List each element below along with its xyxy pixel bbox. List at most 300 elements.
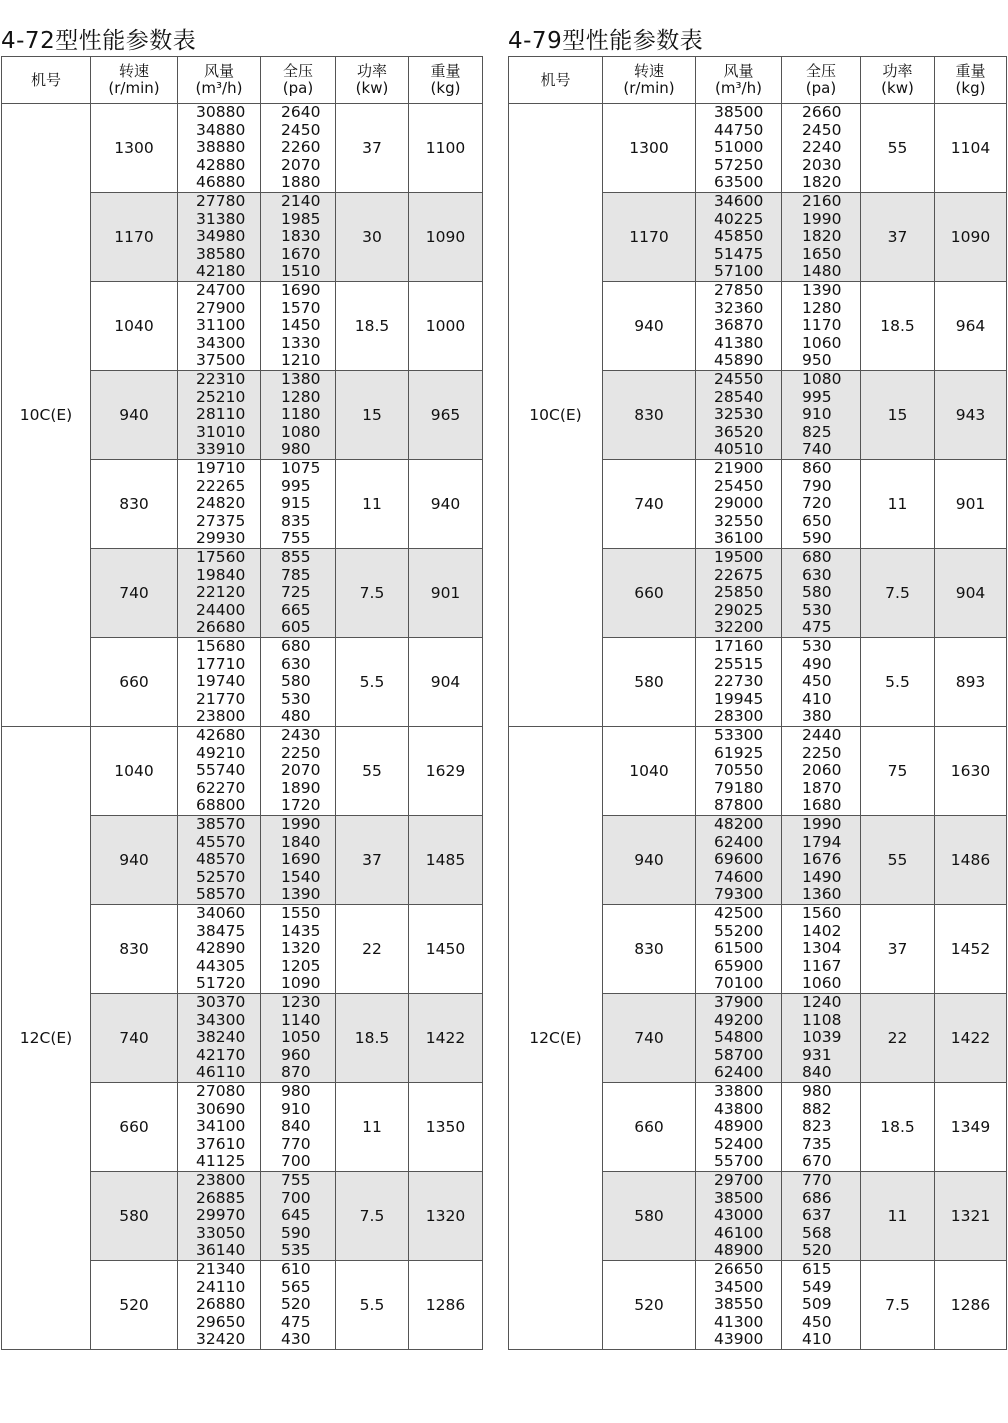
pressure-value: 1985: [281, 209, 321, 228]
airflow-value: 24400: [196, 600, 246, 619]
pressure-value: 860: [802, 459, 832, 478]
power-cell: 18.5: [861, 1083, 935, 1172]
pressure-value: 480: [281, 707, 311, 726]
pressure-cell: [782, 193, 861, 282]
pressure-value: 565: [281, 1277, 311, 1296]
airflow-value: 27850: [714, 281, 764, 300]
column-header-label: 重量: [955, 62, 986, 80]
pressure-values: [782, 549, 860, 637]
pressure-value: 740: [802, 440, 832, 459]
pressure-value: 1830: [281, 227, 321, 246]
airflow-value: 68800: [196, 796, 246, 815]
pressure-value: 995: [281, 476, 311, 495]
pressure-value: 680: [802, 548, 832, 567]
weight-cell: 1485: [409, 816, 483, 905]
pressure-cell: [782, 1083, 861, 1172]
pressure-value: 1167: [802, 956, 842, 975]
pressure-value: 2430: [281, 726, 321, 745]
weight-cell: 1452: [935, 905, 1007, 994]
airflow-value: 33910: [196, 440, 246, 459]
pressure-value: 1390: [281, 885, 321, 904]
pressure-value: 1550: [281, 904, 321, 923]
airflow-value: 27375: [196, 511, 246, 530]
pressure-value: 1330: [281, 333, 321, 352]
airflow-values: [696, 193, 781, 281]
airflow-value: 31100: [196, 316, 246, 335]
airflow-value: 25210: [196, 387, 246, 406]
pressure-value: 870: [281, 1063, 311, 1082]
weight-cell: 943: [935, 371, 1007, 460]
airflow-value: 34300: [196, 333, 246, 352]
pressure-cell: [782, 727, 861, 816]
airflow-values: [178, 1172, 260, 1260]
airflow-cell: [178, 282, 261, 371]
airflow-cell: [696, 1083, 782, 1172]
pressure-values: [782, 816, 860, 904]
column-header: [696, 57, 782, 104]
airflow-value: 52400: [714, 1134, 764, 1153]
airflow-value: 29650: [196, 1312, 246, 1331]
pressure-value: 700: [281, 1152, 311, 1171]
weight-cell: 1000: [409, 282, 483, 371]
airflow-value: 37900: [714, 993, 764, 1012]
pressure-value: 645: [281, 1206, 311, 1225]
pressure-value: 2250: [802, 743, 842, 762]
speed-cell: 1040: [603, 727, 696, 816]
table-row: [2, 727, 483, 816]
pressure-value: 670: [802, 1152, 832, 1171]
airflow-value: 36870: [714, 316, 764, 335]
pressure-value: 1304: [802, 939, 842, 958]
weight-cell: 1104: [935, 104, 1007, 193]
pressure-value: 2260: [281, 138, 321, 157]
airflow-values: [696, 460, 781, 548]
pressure-value: 615: [802, 1260, 832, 1279]
pressure-value: 568: [802, 1223, 832, 1242]
pressure-values: [261, 1083, 335, 1171]
pressure-value: 680: [281, 637, 311, 656]
pressure-value: 509: [802, 1295, 832, 1314]
table-body: [2, 104, 483, 1350]
airflow-cell: [696, 282, 782, 371]
airflow-value: 38570: [196, 815, 246, 834]
airflow-values: [696, 816, 781, 904]
speed-cell: 1300: [603, 104, 696, 193]
power-cell: 11: [861, 460, 935, 549]
speed-cell: 520: [603, 1261, 696, 1350]
header-row: [2, 57, 483, 104]
pressure-value: 1060: [802, 974, 842, 993]
airflow-value: 28300: [714, 707, 764, 726]
airflow-value: 26680: [196, 618, 246, 637]
airflow-value: 57100: [714, 262, 764, 281]
pressure-cell: [782, 104, 861, 193]
airflow-value: 62270: [196, 778, 246, 797]
speed-cell: 1300: [91, 104, 178, 193]
airflow-values: [696, 104, 781, 192]
speed-cell: 580: [91, 1172, 178, 1261]
table-title: 4-79型性能参数表: [508, 28, 704, 54]
pressure-value: 2640: [281, 103, 321, 122]
airflow-value: 37500: [196, 351, 246, 370]
airflow-cell: [696, 460, 782, 549]
speed-cell: 830: [603, 371, 696, 460]
weight-cell: 1350: [409, 1083, 483, 1172]
pressure-value: 2250: [281, 743, 321, 762]
airflow-value: 44750: [714, 120, 764, 139]
pressure-cell: [261, 1261, 336, 1350]
airflow-value: 22310: [196, 370, 246, 389]
airflow-cell: [696, 816, 782, 905]
speed-cell: 580: [603, 1172, 696, 1261]
airflow-value: 52570: [196, 867, 246, 886]
pressure-value: 1450: [281, 316, 321, 335]
airflow-value: 28540: [714, 387, 764, 406]
airflow-value: 46880: [196, 173, 246, 192]
pressure-value: 1990: [281, 815, 321, 834]
airflow-value: 23800: [196, 707, 246, 726]
airflow-value: 42880: [196, 155, 246, 174]
pressure-value: 950: [802, 351, 832, 370]
pressure-value: 1990: [802, 815, 842, 834]
pressure-value: 1402: [802, 921, 842, 940]
airflow-value: 48900: [714, 1241, 764, 1260]
pressure-value: 1510: [281, 262, 321, 281]
table-panel-4-72: [1, 26, 483, 1350]
pressure-cell: [261, 727, 336, 816]
pressure-value: 1380: [281, 370, 321, 389]
airflow-values: [178, 460, 260, 548]
pressure-value: 1039: [802, 1028, 842, 1047]
power-cell: 7.5: [336, 549, 409, 638]
airflow-value: 46100: [714, 1223, 764, 1242]
airflow-value: 63500: [714, 173, 764, 192]
column-header-unit: (r/min): [623, 79, 675, 97]
weight-cell: 1349: [935, 1083, 1007, 1172]
pressure-value: 2140: [281, 192, 321, 211]
airflow-value: 70100: [714, 974, 764, 993]
airflow-value: 62400: [714, 1063, 764, 1082]
airflow-value: 45890: [714, 351, 764, 370]
power-cell: 11: [336, 1083, 409, 1172]
airflow-value: 40510: [714, 440, 764, 459]
airflow-value: 51000: [714, 138, 764, 157]
performance-table: [1, 56, 483, 1350]
pressure-value: 530: [802, 600, 832, 619]
airflow-cell: [696, 193, 782, 282]
column-header-label: 功率: [882, 62, 913, 80]
power-cell: 22: [336, 905, 409, 994]
column-header-unit: (kw): [355, 79, 389, 97]
pressure-value: 2240: [802, 138, 842, 157]
pressure-cell: [782, 371, 861, 460]
pressure-value: 1170: [802, 316, 842, 335]
airflow-value: 58700: [714, 1045, 764, 1064]
airflow-cell: [178, 816, 261, 905]
airflow-cell: [696, 1172, 782, 1261]
airflow-value: 32550: [714, 511, 764, 530]
pressure-value: 450: [802, 1312, 832, 1331]
pressure-value: 790: [802, 476, 832, 495]
pressure-value: 1650: [802, 244, 842, 263]
airflow-values: [178, 994, 260, 1082]
airflow-value: 22675: [714, 565, 764, 584]
model-cell: 12C(E): [2, 727, 91, 1350]
column-header-label: 机号: [30, 70, 61, 89]
pressure-value: 1180: [281, 405, 321, 424]
airflow-cell: [178, 1172, 261, 1261]
power-cell: 11: [336, 460, 409, 549]
pressure-values: [261, 638, 335, 726]
airflow-value: 41125: [196, 1152, 246, 1171]
airflow-value: 61500: [714, 939, 764, 958]
airflow-value: 57250: [714, 155, 764, 174]
airflow-value: 36140: [196, 1241, 246, 1260]
weight-cell: 940: [409, 460, 483, 549]
pressure-cell: [782, 638, 861, 727]
speed-cell: 580: [603, 638, 696, 727]
airflow-value: 33050: [196, 1223, 246, 1242]
airflow-value: 74600: [714, 867, 764, 886]
pressure-values: [261, 104, 335, 192]
airflow-value: 27900: [196, 298, 246, 317]
pressure-values: [782, 905, 860, 993]
pressure-cell: [261, 104, 336, 193]
power-cell: 7.5: [861, 1261, 935, 1350]
pressure-value: 700: [281, 1188, 311, 1207]
airflow-cell: [178, 1083, 261, 1172]
column-header-unit: (kg): [430, 79, 461, 97]
pressure-value: 755: [281, 1171, 311, 1190]
speed-cell: 740: [603, 994, 696, 1083]
pressure-value: 1890: [281, 778, 321, 797]
airflow-value: 38240: [196, 1028, 246, 1047]
airflow-value: 29930: [196, 529, 246, 548]
airflow-value: 30880: [196, 103, 246, 122]
pressure-value: 1794: [802, 832, 842, 851]
airflow-values: [696, 1083, 781, 1171]
power-cell: 55: [336, 727, 409, 816]
speed-cell: 740: [603, 460, 696, 549]
pressure-value: 1690: [281, 850, 321, 869]
pressure-values: [782, 638, 860, 726]
airflow-value: 46110: [196, 1063, 246, 1082]
pressure-value: 530: [802, 637, 832, 656]
column-header: [409, 57, 483, 104]
weight-cell: 1630: [935, 727, 1007, 816]
pressure-value: 1230: [281, 993, 321, 1012]
airflow-values: [178, 816, 260, 904]
pressure-value: 1390: [802, 281, 842, 300]
airflow-value: 23800: [196, 1171, 246, 1190]
airflow-value: 51475: [714, 244, 764, 263]
airflow-values: [178, 1083, 260, 1171]
pressure-cell: [261, 994, 336, 1083]
pressure-value: 1050: [281, 1028, 321, 1047]
pressure-value: 380: [802, 707, 832, 726]
pressure-values: [261, 1172, 335, 1260]
airflow-value: 43000: [714, 1206, 764, 1225]
performance-table: [508, 56, 1007, 1350]
pressure-value: 410: [802, 689, 832, 708]
airflow-value: 43900: [714, 1330, 764, 1349]
weight-cell: 904: [409, 638, 483, 727]
weight-cell: 1320: [409, 1172, 483, 1261]
pressure-values: [261, 1261, 335, 1349]
airflow-cell: [178, 638, 261, 727]
pressure-value: 1490: [802, 867, 842, 886]
airflow-value: 65900: [714, 956, 764, 975]
power-cell: 37: [336, 104, 409, 193]
pressure-value: 630: [281, 654, 311, 673]
pressure-value: 785: [281, 565, 311, 584]
airflow-value: 22730: [714, 672, 764, 691]
airflow-values: [696, 549, 781, 637]
airflow-value: 24820: [196, 494, 246, 513]
airflow-value: 32530: [714, 405, 764, 424]
airflow-value: 70550: [714, 761, 764, 780]
pressure-values: [261, 549, 335, 637]
airflow-values: [178, 371, 260, 459]
pressure-cell: [782, 1172, 861, 1261]
airflow-value: 61925: [714, 743, 764, 762]
airflow-cell: [178, 104, 261, 193]
pressure-value: 823: [802, 1117, 832, 1136]
weight-cell: 1422: [935, 994, 1007, 1083]
pressure-values: [782, 1172, 860, 1260]
pressure-values: [782, 1261, 860, 1349]
column-header-unit: (pa): [282, 79, 314, 97]
pressure-value: 535: [281, 1241, 311, 1260]
column-header: [935, 57, 1007, 104]
model-cell: 10C(E): [2, 104, 91, 727]
pressure-value: 2440: [802, 726, 842, 745]
airflow-cell: [178, 371, 261, 460]
pressure-cell: [782, 549, 861, 638]
weight-cell: 965: [409, 371, 483, 460]
airflow-value: 30690: [196, 1099, 246, 1118]
pressure-cell: [261, 1172, 336, 1261]
airflow-value: 41300: [714, 1312, 764, 1331]
pressure-value: 1205: [281, 956, 321, 975]
airflow-cell: [178, 994, 261, 1083]
pressure-value: 2030: [802, 155, 842, 174]
pressure-values: [782, 282, 860, 370]
pressure-cell: [261, 816, 336, 905]
pressure-value: 825: [802, 422, 832, 441]
airflow-value: 51720: [196, 974, 246, 993]
weight-cell: 904: [935, 549, 1007, 638]
airflow-value: 21340: [196, 1260, 246, 1279]
airflow-value: 42170: [196, 1045, 246, 1064]
weight-cell: 901: [935, 460, 1007, 549]
pressure-values: [261, 727, 335, 815]
pressure-value: 980: [281, 1082, 311, 1101]
airflow-value: 40225: [714, 209, 764, 228]
pressure-values: [261, 460, 335, 548]
airflow-cell: [696, 638, 782, 727]
column-header-label: 风量: [723, 62, 754, 80]
airflow-value: 32360: [714, 298, 764, 317]
airflow-value: 38550: [714, 1295, 764, 1314]
pressure-value: 735: [802, 1134, 832, 1153]
pressure-cell: [782, 994, 861, 1083]
airflow-value: 54800: [714, 1028, 764, 1047]
airflow-cell: [178, 193, 261, 282]
airflow-value: 21900: [714, 459, 764, 478]
weight-cell: 1090: [935, 193, 1007, 282]
weight-cell: 1321: [935, 1172, 1007, 1261]
airflow-value: 19500: [714, 548, 764, 567]
power-cell: 5.5: [336, 1261, 409, 1350]
pressure-cell: [261, 1083, 336, 1172]
pressure-value: 755: [281, 529, 311, 548]
pressure-value: 630: [802, 565, 832, 584]
pressure-cell: [261, 905, 336, 994]
power-cell: 18.5: [336, 282, 409, 371]
speed-cell: 660: [603, 1083, 696, 1172]
airflow-value: 25515: [714, 654, 764, 673]
airflow-value: 29700: [714, 1171, 764, 1190]
pressure-value: 1280: [281, 387, 321, 406]
airflow-cell: [178, 727, 261, 816]
weight-cell: 1100: [409, 104, 483, 193]
pressure-value: 995: [802, 387, 832, 406]
airflow-value: 38500: [714, 103, 764, 122]
column-header-unit: (pa): [805, 79, 837, 97]
table-row: [509, 104, 1007, 193]
pressure-values: [261, 282, 335, 370]
airflow-value: 29000: [714, 494, 764, 513]
weight-cell: 1090: [409, 193, 483, 282]
pressure-cell: [782, 816, 861, 905]
model-cell: 12C(E): [509, 727, 603, 1350]
pressure-value: 980: [802, 1082, 832, 1101]
speed-cell: 1170: [91, 193, 178, 282]
airflow-value: 53300: [714, 726, 764, 745]
pressure-value: 2070: [281, 761, 321, 780]
airflow-value: 44305: [196, 956, 246, 975]
airflow-value: 38580: [196, 244, 246, 263]
airflow-value: 32420: [196, 1330, 246, 1349]
airflow-cell: [696, 104, 782, 193]
table-header: [509, 57, 1007, 104]
airflow-value: 42680: [196, 726, 246, 745]
model-cell: 10C(E): [509, 104, 603, 727]
pressure-value: 1720: [281, 796, 321, 815]
pressure-cell: [782, 905, 861, 994]
airflow-cell: [696, 549, 782, 638]
airflow-value: 55200: [714, 921, 764, 940]
column-header: [782, 57, 861, 104]
airflow-value: 17560: [196, 548, 246, 567]
weight-cell: 1486: [935, 816, 1007, 905]
pressure-value: 770: [802, 1171, 832, 1190]
airflow-values: [696, 371, 781, 459]
airflow-value: 32200: [714, 618, 764, 637]
weight-cell: 1450: [409, 905, 483, 994]
pressure-value: 931: [802, 1045, 832, 1064]
airflow-value: 17160: [714, 637, 764, 656]
pressure-values: [261, 816, 335, 904]
speed-cell: 830: [91, 905, 178, 994]
pressure-value: 1840: [281, 832, 321, 851]
pressure-value: 580: [281, 672, 311, 691]
pressure-value: 1240: [802, 993, 842, 1012]
pressure-value: 720: [802, 494, 832, 513]
weight-cell: 1286: [935, 1261, 1007, 1350]
pressure-value: 2450: [802, 120, 842, 139]
